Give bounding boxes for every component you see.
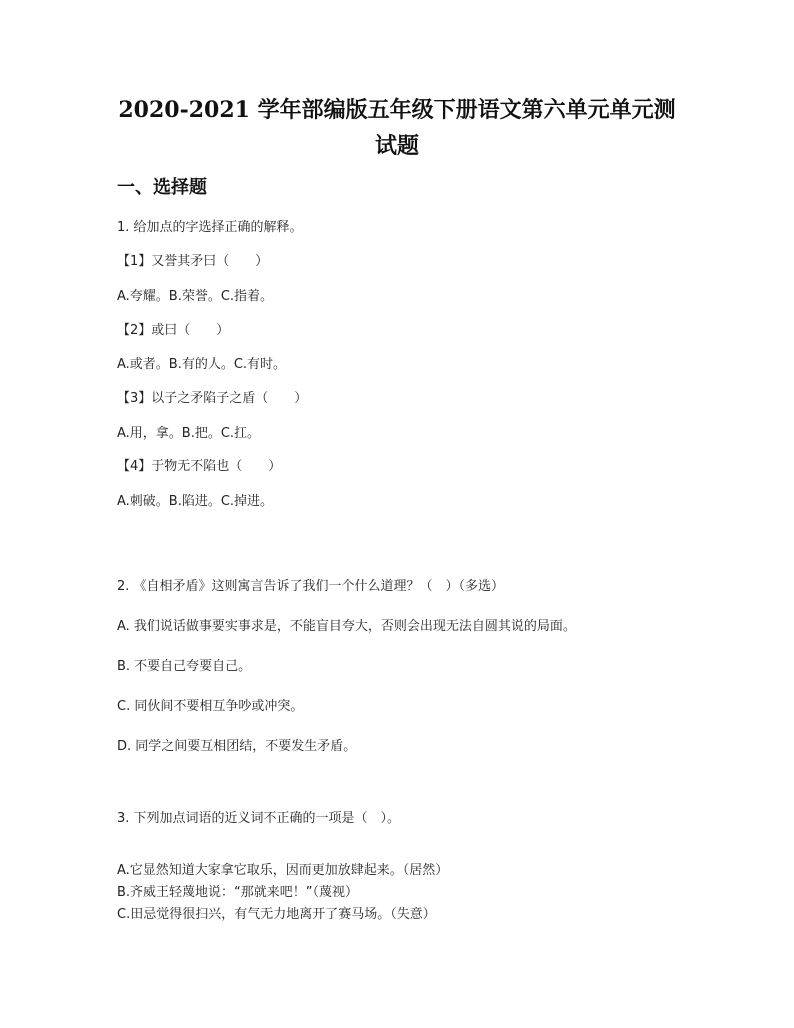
q2-stem: 2. 《自相矛盾》这则寓言告诉了我们一个什么道理？（ ）（多选）: [117, 579, 505, 594]
q1-sub1-options: A.夸耀。B.荣誉。C.指着。: [117, 289, 274, 304]
q3-stem: 3. 下列加点词语的近义词不正确的一项是（ ）。: [117, 811, 401, 826]
q1-sub4-prompt: 【4】于物无不陷也（ ）: [117, 459, 282, 474]
document-title-line-1: 2020-2021 学年部编版五年级下册语文第六单元单元测: [118, 97, 676, 123]
q1-sub3-prompt: 【3】以子之矛陷子之盾（ ）: [117, 391, 308, 406]
q1-sub3-options: A.用，拿。B.把。C.扛。: [117, 426, 261, 441]
q1-sub1-prompt: 【1】又誉其矛曰（ ）: [117, 254, 269, 269]
q2-option-b: B. 不要自己夸要自己。: [117, 659, 252, 674]
q1-sub4-options: A.刺破。B.陷进。C.掉进。: [117, 494, 274, 509]
q1-stem: 1. 给加点的字选择正确的解释。: [117, 220, 303, 235]
document-title-line-2: 试题: [374, 133, 419, 159]
q1-sub2-prompt: 【2】或曰（ ）: [117, 323, 230, 338]
section-heading-multiple-choice: 一、选择题: [117, 177, 207, 198]
q3-option-c: C.田忌觉得很扫兴，有气无力地离开了赛马场。（失意）: [117, 907, 436, 922]
q2-option-d: D. 同学之间要互相团结，不要发生矛盾。: [117, 739, 357, 754]
q3-option-a: A.它显然知道大家拿它取乐，因而更加放肆起来。（居然）: [117, 863, 449, 878]
q2-option-a: A. 我们说话做事要实事求是，不能盲目夸大，否则会出现无法自圆其说的局面。: [117, 619, 576, 634]
q1-sub2-options: A.或者。B.有的人。C.有时。: [117, 357, 287, 372]
q2-option-c: C. 同伙间不要相互争吵或冲突。: [117, 699, 304, 714]
q3-option-b: B.齐威王轻蔑地说：“那就来吧！”（蔑视）: [117, 885, 359, 900]
